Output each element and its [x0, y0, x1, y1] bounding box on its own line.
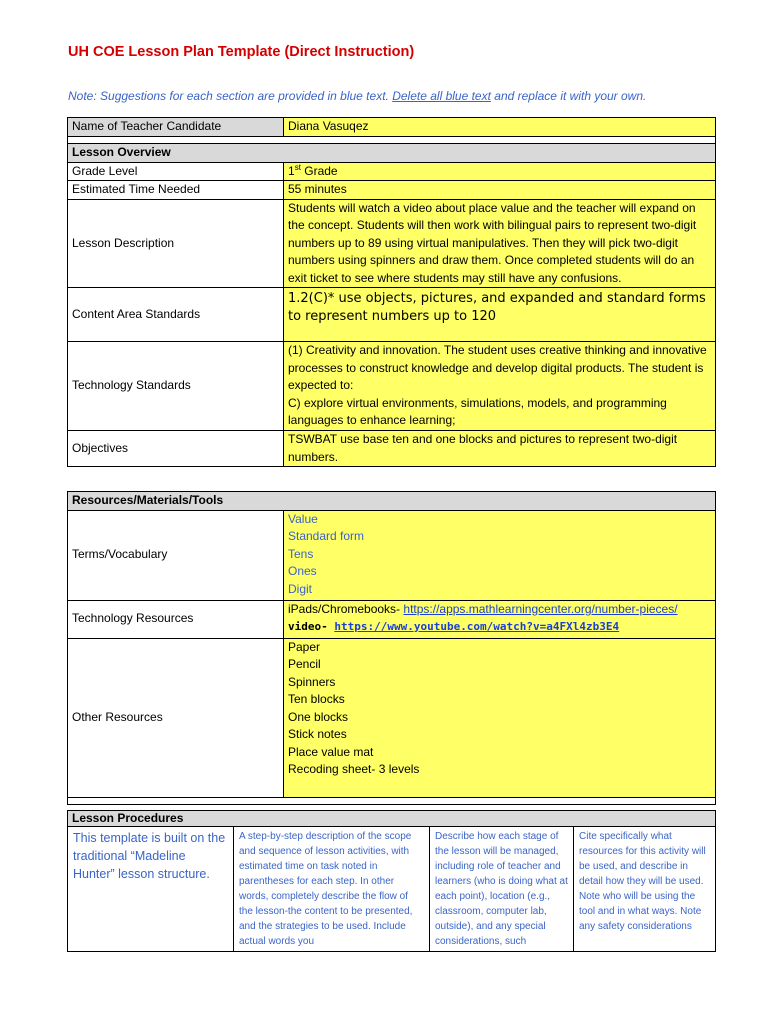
- resource-item: Spinners: [288, 674, 336, 689]
- tech-resource-1: [288, 601, 711, 619]
- resource-item: Stick notes: [288, 727, 347, 741]
- terms-label: Terms/Vocabulary: [68, 510, 284, 600]
- overview-table: [67, 117, 716, 467]
- page-title: UH COE Lesson Plan Template (Direct Instruction): [68, 44, 415, 60]
- objectives-value[interactable]: TSWBAT use base ten and one blocks and pictures to represent two-digit numbers.: [284, 431, 716, 467]
- resource-item: Pencil: [288, 657, 321, 671]
- teacher-value[interactable]: Diana Vasuqez: [284, 118, 716, 137]
- procedure-col-resources[interactable]: Cite specifically what resources for this activity will be used, and describe in detail how they will be used. Note who will be using the tool and in what ways. Note any safety considerations: [574, 827, 716, 952]
- grade-suffix: st: [294, 162, 301, 172]
- grade-rest: Grade: [300, 163, 338, 178]
- instruction-note: [68, 89, 646, 103]
- resource-item: One blocks: [288, 709, 349, 724]
- description-value[interactable]: Students will watch a video about place value and the teacher will expand on the concept. Students will then work with bilingual pairs to represent two-digit numbers up to 89 using virtual manipulatives. Then they will pick two-digit numbers using spinners and draw them. Once completed students will do an exit ticket to see where students may still have any confusions.: [284, 199, 716, 288]
- term-item: Digit: [288, 581, 313, 596]
- teacher-label: Name of Teacher Candidate: [68, 118, 284, 137]
- resource-item: Recoding sheet- 3 levels: [288, 762, 420, 776]
- tech-resource-2: [288, 618, 711, 636]
- spacer: [68, 797, 716, 804]
- tech-standards-label: Technology Standards: [68, 342, 284, 431]
- objectives-label: Objectives: [68, 431, 284, 467]
- procedure-col-sequence[interactable]: A step-by-step description of the scope and sequence of lesson activities, with estimated time on task noted in parentheses for each step. In other words, completely describe the flow of the lesson-the content to be presented, and the strategies to be used. Include actual words you: [234, 827, 430, 952]
- spacer: [68, 137, 716, 144]
- tech-resource-2-prefix: video-: [288, 620, 335, 633]
- resource-item: Paper: [288, 639, 321, 654]
- tech-resources-label: Technology Resources: [68, 600, 284, 638]
- grade-label: Grade Level: [68, 162, 284, 181]
- overview-header: Lesson Overview: [68, 144, 716, 163]
- resource-item: Place value mat: [288, 744, 374, 759]
- terms-value[interactable]: [284, 510, 716, 600]
- tech-standard-2: C) explore virtual environments, simulations, models, and programming languages to enhance learning;: [288, 395, 667, 427]
- other-resources-label: Other Resources: [68, 638, 284, 797]
- standards-label: Content Area Standards: [68, 288, 284, 342]
- note-link[interactable]: Delete all blue text: [392, 89, 491, 103]
- note-text-2: and replace it with your own.: [490, 89, 647, 103]
- description-label: Lesson Description: [68, 199, 284, 288]
- tech-standards-value[interactable]: [284, 342, 716, 431]
- youtube-link[interactable]: https://www.youtube.com/watch?v=a4FXl4zb3E4: [334, 620, 620, 633]
- grade-number: 1: [288, 163, 295, 178]
- note-text-1: Note: Suggestions for each section are provided in blue text.: [68, 89, 393, 103]
- tech-standard-1: (1) Creativity and innovation. The student uses creative thinking and innovative processes to construct knowledge and develop digital products. The student is expected to:: [288, 343, 707, 392]
- procedures-table: [67, 810, 716, 952]
- resources-table: [67, 491, 716, 805]
- procedure-col-structure[interactable]: This template is built on the traditional “Madeline Hunter” lesson structure.: [68, 827, 234, 952]
- standards-value[interactable]: 1.2(C)* use objects, pictures, and expanded and standard forms to represent numbers up to 120: [284, 288, 716, 342]
- time-label: Estimated Time Needed: [68, 181, 284, 200]
- procedure-col-management[interactable]: Describe how each stage of the lesson will be managed, including role of teacher and learners (who is doing what at each point), location (e.g., classroom, computer lab, outside), and any special considerations, such: [430, 827, 574, 952]
- term-item: Value: [288, 511, 318, 526]
- tech-resources-value[interactable]: [284, 600, 716, 638]
- procedures-header: Lesson Procedures: [68, 811, 716, 827]
- term-item: Tens: [288, 546, 314, 561]
- tech-resource-1-prefix: iPads/Chromebooks-: [288, 601, 404, 616]
- term-item: Ones: [288, 564, 317, 578]
- term-item: Standard form: [288, 529, 365, 543]
- number-pieces-link[interactable]: https://apps.mathlearningcenter.org/number-pieces/: [403, 601, 678, 616]
- time-value[interactable]: 55 minutes: [284, 181, 716, 200]
- grade-value[interactable]: [284, 162, 716, 181]
- resources-header: Resources/Materials/Tools: [68, 492, 716, 511]
- resource-item: Ten blocks: [288, 692, 345, 706]
- other-resources-value[interactable]: [284, 638, 716, 797]
